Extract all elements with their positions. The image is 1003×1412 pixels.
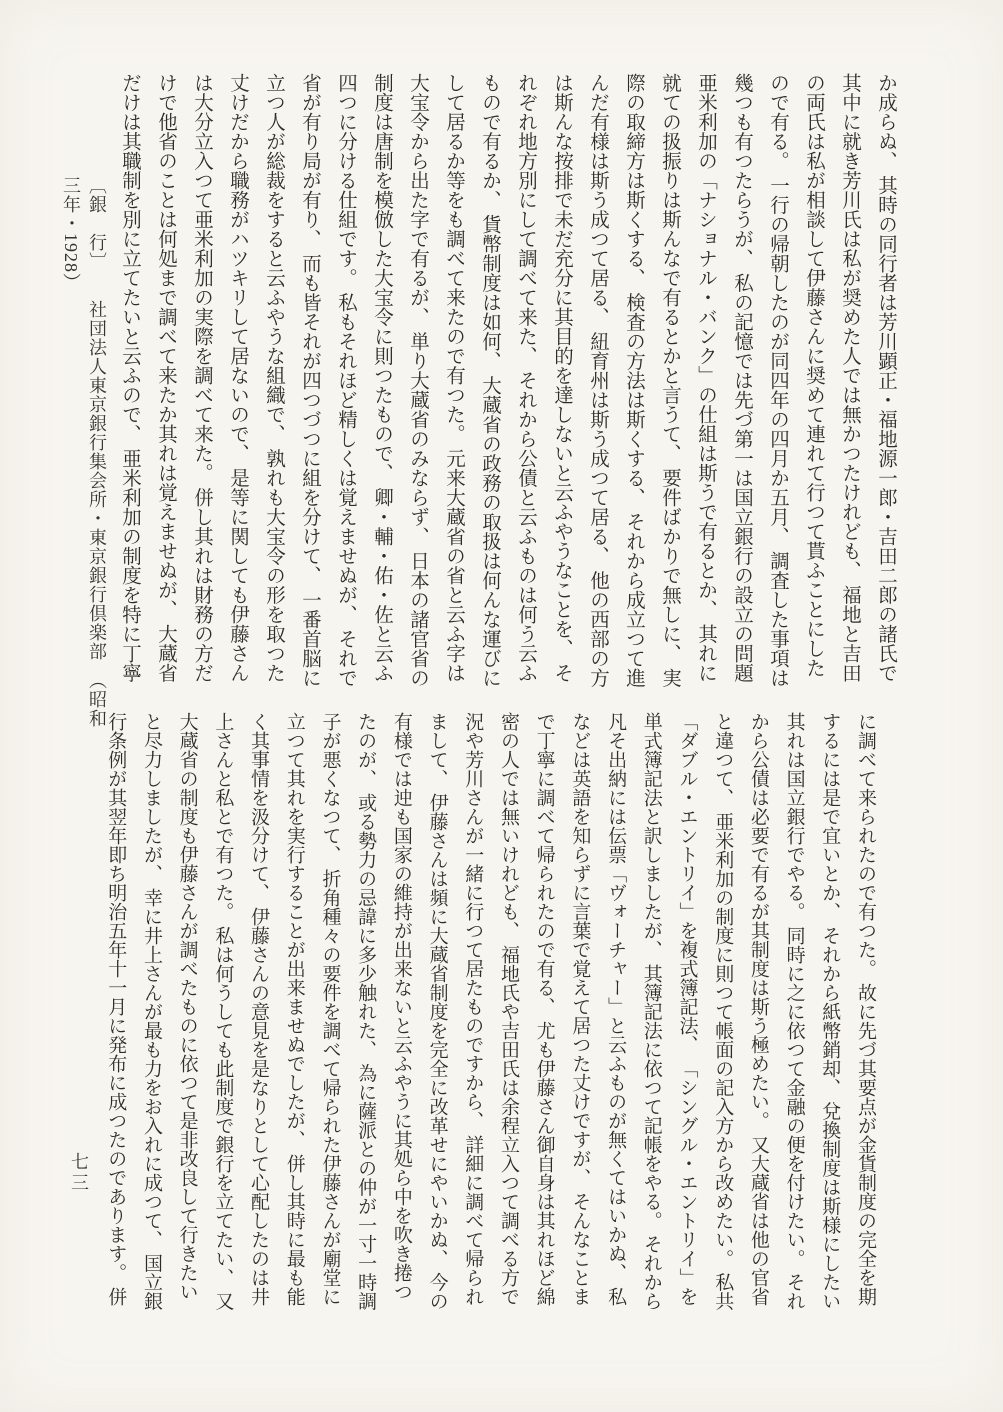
text-line: く其事情を汲分けて、 伊藤さんの意見を是なりとして心配したのは井 [248,712,270,1306]
text-line: ので有る。 一行の帰朝したのが同四年の四月か五月、 調査した事項は [767,73,788,688]
text-line: と違つて、 亜米利加の制度に則つて帳面の記入方から改めたい。 私共 [712,712,734,1311]
text-line: 大蔵省の制度も伊藤さんが調べたものに依つて是非改良して行きたい [176,712,198,1301]
text-line: 有様では迚も国家の維持が出来ないと云ふやうに其処ら中を吹き捲つ [390,712,412,1301]
text-line: 亜米利加の「ナショナル・バンク」の仕組は斯うで有るとか、 其れに [695,73,716,683]
text-line: するには是で宜いとか、 それから紙幣銷却、 兌換制度は斯様にしたい [819,712,841,1311]
text-line: して居るか等をも調べて来たので有つた。 元来大蔵省の省と云ふ字は [443,73,464,683]
text-line: と尽力しましたが、 幸に井上さんが最も力をお入れに成つて、 国立銀 [140,712,162,1311]
text-line: 子が悪くなつて、 折角種々の要件を調べて帰られた伊藤さんが廟堂に [319,712,341,1306]
text-line: 単式簿記法と訳しましたが、 其簿記法に依つて記帳をやる。 それから [640,712,662,1311]
text-line: 其中に就き芳川氏は私が奨めた人では無かつたけれども、 福地と吉田 [839,73,860,683]
text-line: たのが、 或る勢力の忌諱に多少触れた、 為に薩派との仲が一寸一時調 [355,712,377,1311]
text-line: 幾つも有つたらうが、 私の記憶では先づ第一は国立銀行の設立の問題 [731,73,752,683]
text-line: 其れは国立銀行でやる。 同時に之に依つて金融の便を付けたい。 それ [783,712,805,1311]
text-line: 制度は唐制を模倣した大宝令に則つたもので、 卿・輔・佑・佐と云ふ [371,73,392,683]
text-line: 凡そ出納には伝票「ヴォーチャー」と云ふものが無くてはいかぬ、 私 [605,712,627,1306]
text-line: れぞれ地方別にして調べて来た、 それから公債と云ふものは何う云ふ [515,73,536,683]
bottom-text-block [98,712,883,1316]
text-line: 四つに分ける仕組です。 私もそれほど精しくは覚えませぬが、 それで [335,73,356,688]
text-line: もので有るか、 貨幣制度は如何、 大蔵省の政務の取扱は何んな運びに [479,73,500,688]
text-line: 上さんと私とで有つた。 私は何うしても此制度で銀行を立てたい、 又 [212,712,234,1311]
text-line: だけは其職制を別に立てたいと云ふので、 亜米利加の制度を特に丁寧 [119,73,140,683]
text-line: は大分立入つて亜米利加の実際を調べて来た。 併し其れは財務の方だ [191,73,212,683]
page-number: 七三 [69,1152,89,1194]
source-caption: 〔銀 行〕 社団法人東京銀行集会所・東京銀行倶楽部 （昭和三年・1928） [61,176,107,728]
text-line: 丈けだから職務がハツキリして居ないので、 是等に関しても伊藤さん [227,73,248,683]
text-line: 就ての扱振りは斯んなで有るとかと言うて、 要件ばかりで無しに、 実 [659,73,680,688]
text-line: などは英語を知らずに言葉で覚えて居つた丈けですが、 そんなことま [569,712,591,1306]
text-line: まして、 伊藤さんは頻に大蔵省制度を完全に改革せにやいかぬ、 今の [426,712,448,1311]
text-line: の両氏は私が相談して伊藤さんに奨めて連れて行つて貰ふことにした [803,73,824,678]
text-line: 省が有り局が有り、 而も皆それが四つづつに組を分けて、 一番首脳に [299,73,320,688]
text-line: 行条例が其翌年即ち明治五年十一月に発布に成つたのであります。 併 [105,712,127,1306]
text-line: 大宝令から出た字で有るが、 単り大蔵省のみならず、 日本の諸官省の [407,73,428,688]
top-text-block [111,73,903,711]
text-line: 際の取締方は斯くする、 検査の方法は斯くする、 それから成立つて進 [623,73,644,688]
text-line: に調べて来られたので有つた。 故に先づ其要点が金貨制度の完全を期 [855,712,876,1306]
text-line: 密の人では無いけれども、 福地氏や吉田氏は余程立入つて調べる方で [497,712,519,1306]
text-line: 立つて其れを実行することが出来ませぬでしたが、 併し其時に最も能 [283,712,305,1306]
text-line: は斯んな按排で未だ充分に其目的を達しないと云ふやうなことを、 そ [551,73,572,683]
text-line: んだ有様は斯う成つて居る、 紐育州は斯う成つて居る、 他の西部の方 [587,73,608,688]
text-line: で丁寧に調べて帰られたので有る、 尤も伊藤さん御自身は其れほど綿 [533,712,555,1306]
text-line: 立つ人が総裁をすると云ふやうな組織で、 孰れも大宝令の形を取つた [263,73,284,683]
text-line: 「ダブル・エントリイ」を複式簿記法、 「シングル・エントリイ」を [676,712,698,1306]
text-line: 況や芳川さんが一緒に行つて居たものですから、 詳細に調べて帰られ [462,712,484,1306]
text-line: けで他省のことは何処まで調べて来たか其れは覚えませぬが、 大蔵省 [155,73,176,683]
text-line: か成らぬ、 其時の同行者は芳川顕正・福地源一郎・吉田二郎の諸氏で [875,73,896,683]
text-line: から公債は必要で有るが其制度は斯う極めたい。 又大蔵省は他の官省 [747,712,769,1306]
